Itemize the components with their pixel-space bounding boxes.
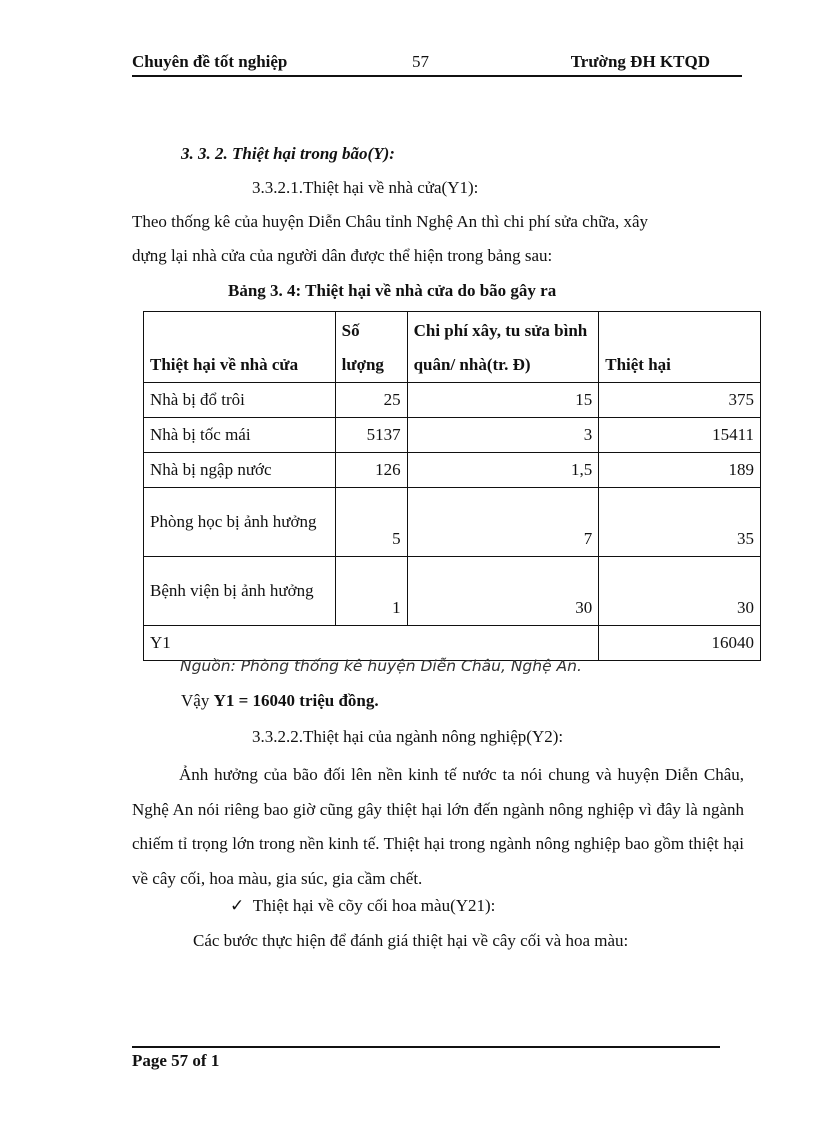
table-cell: 1,5 xyxy=(407,453,599,488)
table-cell: 35 xyxy=(599,488,761,557)
body-paragraph: Ảnh hưởng của bão đối lên nền kinh tế nước ta nói chung và huyện Diễn Châu, Nghệ An nói riêng bao giờ cũng gây thiệt hại lớn đến ngành nông nghiệp vì đây là ngành chiếm tỉ trọng lớn trong nền kinh tế. Thiệt hại trong ngành nông nghiệp bao gồm thiệt hại về cây cối, hoa màu, gia súc, gia cầm chết. xyxy=(132,765,744,888)
table-cell: 5137 xyxy=(335,418,407,453)
bullet-text: Thiệt hại về cõy cối hoa màu(Y21): xyxy=(252,896,496,915)
steps-line: Các bước thực hiện để đánh giá thiệt hại về cây cối và hoa màu: xyxy=(193,931,629,950)
table-cell: Nhà bị đổ trôi xyxy=(144,383,336,418)
table-row xyxy=(144,383,761,418)
table-caption: Bảng 3. 4: Thiệt hại về nhà cửa do bão gây ra xyxy=(228,281,557,300)
bullet-item xyxy=(230,896,495,916)
table-cell: Nhà bị ngập nước xyxy=(144,453,336,488)
table-total-row xyxy=(144,626,761,661)
body-line-2: dựng lại nhà cửa của người dân được thể hiện trong bảng sau: xyxy=(132,246,553,265)
table-cell: 7 xyxy=(407,488,599,557)
subsection-title-2: 3.3.2.2.Thiệt hại của ngành nông nghiệp(Y2): xyxy=(252,727,564,746)
subsection-title-1: 3.3.2.1.Thiệt hại về nhà cửa(Y1): xyxy=(252,178,479,197)
table-header-cell: Thiệt hại xyxy=(599,312,761,383)
table-header-cell: Số lượng xyxy=(335,312,407,383)
body-line-1: Theo thống kê của huyện Diễn Châu tỉnh Nghệ An thì chi phí sửa chữa, xây xyxy=(132,212,649,231)
conclusion-line xyxy=(181,691,379,711)
table-cell: 30 xyxy=(407,557,599,626)
checkmark-icon: ✓ xyxy=(230,896,245,915)
table-total-value: 16040 xyxy=(599,626,761,661)
table-row xyxy=(144,453,761,488)
table-header-row xyxy=(144,312,761,383)
table-header-cell: Thiệt hại về nhà cửa xyxy=(144,312,336,383)
footer-page-label: Page 57 of 1 xyxy=(132,1051,220,1070)
table-cell: 126 xyxy=(335,453,407,488)
header-page-number: 57 xyxy=(412,52,429,71)
table-total-label: Y1 xyxy=(144,626,599,661)
table-cell: 189 xyxy=(599,453,761,488)
header-rule xyxy=(132,75,742,77)
table-cell: 1 xyxy=(335,557,407,626)
damage-table xyxy=(143,311,761,661)
table-cell: 3 xyxy=(407,418,599,453)
footer-rule xyxy=(132,1046,720,1048)
table-row xyxy=(144,557,761,626)
table-row xyxy=(144,488,761,557)
table-cell: 25 xyxy=(335,383,407,418)
table-cell: 5 xyxy=(335,488,407,557)
conclusion-value: Y1 = 16040 triệu đồng. xyxy=(213,691,379,710)
header-right-title: Trường ĐH KTQD xyxy=(570,52,710,71)
table-source: Nguồn: Phòng thống kê huyện Diễn Châu, Nghệ An. xyxy=(180,657,582,675)
conclusion-prefix: Vậy xyxy=(181,691,214,710)
table-cell: Bệnh viện bị ảnh hưởng xyxy=(144,557,336,626)
header-left-title: Chuyên đề tốt nghiệp xyxy=(132,52,288,71)
table-cell: 30 xyxy=(599,557,761,626)
table-cell: 15411 xyxy=(599,418,761,453)
table-cell: 375 xyxy=(599,383,761,418)
section-title: 3. 3. 2. Thiệt hại trong bão(Y): xyxy=(181,144,395,163)
table-header-cell: Chi phí xây, tu sửa bình quân/ nhà(tr. Đ) xyxy=(407,312,599,383)
table-row xyxy=(144,418,761,453)
table-cell: Phòng học bị ảnh hưởng xyxy=(144,488,336,557)
table-cell: Nhà bị tốc mái xyxy=(144,418,336,453)
table-cell: 15 xyxy=(407,383,599,418)
